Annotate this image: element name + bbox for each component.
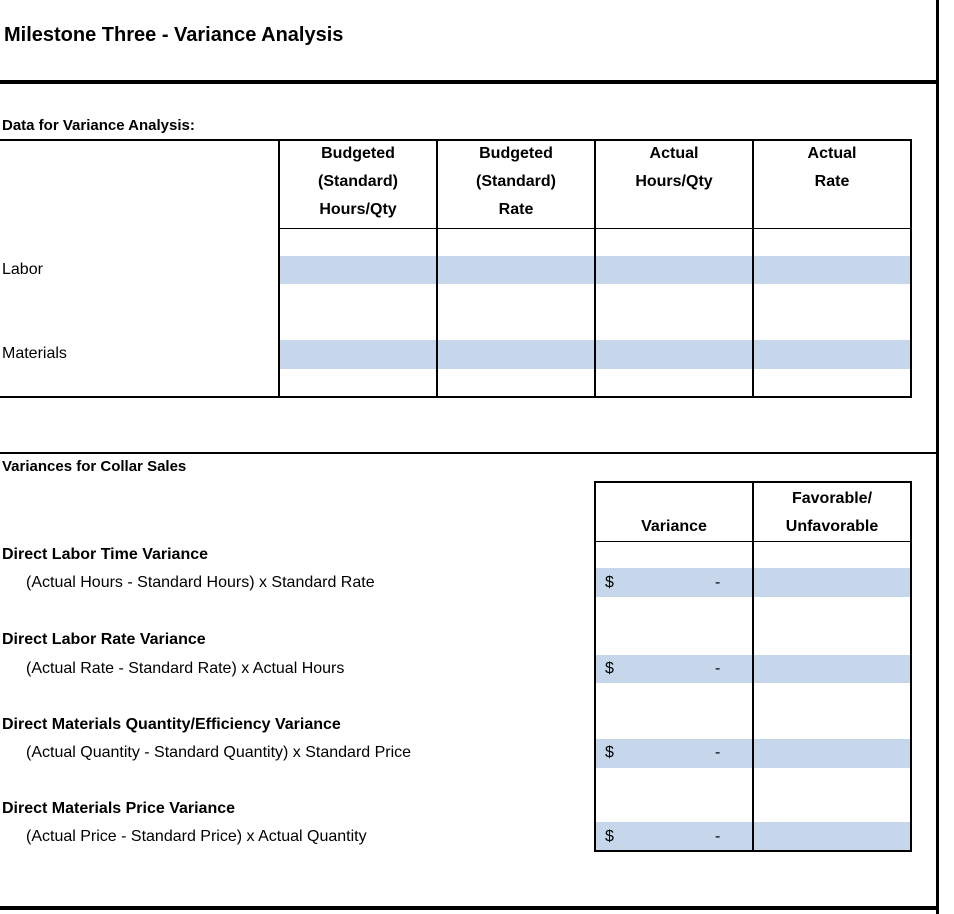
variance-name-materials-quantity: Direct Materials Quantity/Efficiency Variance [2,716,341,733]
col-header-actual-hours: Actual Hours/Qty [635,145,713,190]
col-header-variance: Variance [641,518,707,535]
variance-table-right [910,481,912,852]
title-rule [0,80,939,84]
page-title: Milestone Three - Variance Analysis [4,24,344,46]
variance-name-labor-time: Direct Labor Time Variance [2,546,209,563]
data-table-bottom [0,396,912,398]
bottom-rule [0,906,939,910]
col-header-favorable: Favorable/ Unfavorable [785,490,879,535]
materials-actual-rate-cell[interactable] [754,340,910,369]
variance-fav-cell-labor-time[interactable] [754,568,910,597]
variance-fav-cell-materials-price[interactable] [754,822,910,850]
variance-section-heading: Variances for Collar Sales [2,458,187,475]
variance-fav-cell-materials-quantity[interactable] [754,739,910,768]
row-label-labor: Labor [2,261,43,278]
labor-actual-rate-cell[interactable] [754,256,910,284]
col-header-actual-rate: Actual Rate [807,145,857,190]
labor-budgeted-hours-cell[interactable] [280,256,436,284]
materials-budgeted-rate-cell[interactable] [438,340,594,369]
variance-name-labor-rate: Direct Labor Rate Variance [2,631,206,648]
data-table-vline-5 [910,139,912,398]
labor-actual-hours-cell[interactable] [596,256,752,284]
labor-budgeted-rate-cell[interactable] [438,256,594,284]
variance-currency-labor-rate: $ [605,660,614,677]
variance-value-labor-time[interactable]: - [715,574,721,591]
variance-value-materials-quantity[interactable]: - [715,744,721,761]
variance-currency-labor-time: $ [605,574,614,591]
row-label-materials: Materials [2,345,67,362]
materials-actual-hours-cell[interactable] [596,340,752,369]
col-header-budgeted-hours: Budgeted (Standard) Hours/Qty [318,145,398,218]
section-divider [0,452,939,454]
variance-currency-materials-price: $ [605,828,614,845]
col-header-budgeted-rate: Budgeted (Standard) Rate [476,145,556,218]
variance-currency-materials-quantity: $ [605,744,614,761]
right-border [936,0,939,914]
variance-value-materials-price[interactable]: - [715,828,721,845]
variance-name-materials-price: Direct Materials Price Variance [2,800,236,817]
variance-formula-labor-rate: (Actual Rate - Standard Rate) x Actual Hours [26,660,345,677]
variance-formula-materials-quantity: (Actual Quantity - Standard Quantity) x Standard Price [26,744,412,761]
variance-formula-materials-price: (Actual Price - Standard Price) x Actual Quantity [26,828,367,845]
variance-value-labor-rate[interactable]: - [715,660,721,677]
variance-fav-cell-labor-rate[interactable] [754,655,910,683]
variance-formula-labor-time: (Actual Hours - Standard Hours) x Standard Rate [26,574,375,591]
data-section-heading: Data for Variance Analysis: [2,117,195,134]
materials-budgeted-hours-cell[interactable] [280,340,436,369]
